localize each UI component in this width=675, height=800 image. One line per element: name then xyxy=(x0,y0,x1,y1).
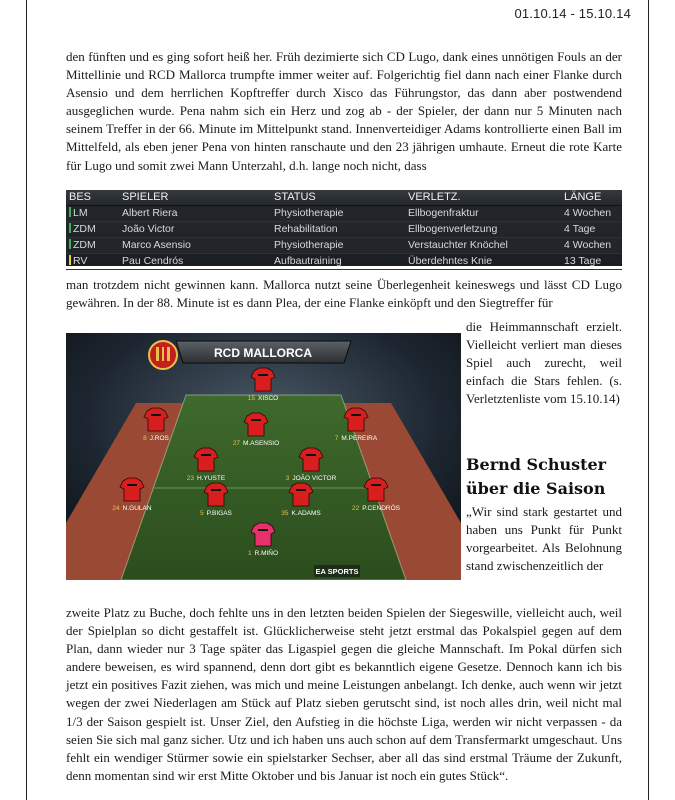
jersey-stripe xyxy=(258,529,268,531)
position-color-bar xyxy=(69,255,71,265)
player-name: XISCO xyxy=(258,395,279,402)
position-color-bar xyxy=(69,239,71,249)
header-injury: VERLETZ. xyxy=(408,191,461,203)
article-paragraph-3: zweite Platz zu Buche, doch fehlte uns in den letzten beiden Spielen der Siegeswille, vielleicht auch, weil der Spielplan so dicht gestaffelt ist. Glücklicherweise steht jetzt erstmal das Pokalspiel gegen auf dem Plan, dann wieder nur 3 Tage später das Ligaspiel gegen die gleiche Mannschaft. Im Pokal dürfen sich andere beweisen, es wird spannend, denn dort gibt es bekanntlich eigene Gesetze. Dennoch kann ich bis jetzt ein positives Fazit ziehen, was mich und meine Leistungen anbelangt. Ich denke, auch wenn wir jetzt wegen der zwei Niederlagen am Stück auf Platz sieben gerutscht sind, ist noch alles drin, weil nicht mal 1/3 der Saison gespielt ist. Unser Ziel, den Aufstieg in die höchste Liga, werden wir nicht verpassen - da seien Sie sich mal ganz sicher. Utz und ich haben uns auch schon auf dem Transfermarkt umgeschaut. Uns fehlt ein wendiger Stürmer sowie ein spielstarker Sechser, aber all das sind erstmal Träume der Zukunft, denn momentan sind wir erst Mitte Oktober und bis Januar ist noch ein gutes Stück“. xyxy=(66,605,622,783)
injury-table-header xyxy=(66,190,622,206)
injury-cell-duration: 4 Tage xyxy=(564,223,596,235)
section-heading: Bernd Schuster über die Saison xyxy=(466,455,607,498)
player-label xyxy=(286,473,337,482)
player-number: 27 xyxy=(232,440,241,447)
injury-cell-pos xyxy=(69,254,87,269)
player-name: K.ADAMS xyxy=(291,510,321,517)
injury-cell-duration: 4 Wochen xyxy=(564,207,612,219)
jersey-stripe xyxy=(211,489,221,491)
injury-row xyxy=(66,254,622,270)
player-name: J.ROS xyxy=(149,435,169,442)
injury-cell-injury: Verstauchter Knöchel xyxy=(408,239,508,251)
jersey-stripe xyxy=(371,484,381,486)
player-number: 8 xyxy=(143,435,147,442)
jersey-icon xyxy=(364,478,388,501)
article-paragraph-2: man trotzdem nicht gewinnen kann. Mallorca nutzt seine Überlegenheit keineswegs und lässt CD Lugo gewähren. In der 88. Minute ist es dann Plea, der eine Flanke einköpft und den Siegtreffer für xyxy=(66,277,622,311)
jersey-icon xyxy=(299,448,323,471)
jersey-icon xyxy=(244,413,268,436)
jersey-icon xyxy=(194,448,218,471)
injury-table xyxy=(66,190,622,266)
injury-cell-injury: Ellbogenfraktur xyxy=(408,207,479,219)
jersey-stripe xyxy=(127,484,137,486)
jersey-icon xyxy=(144,408,168,431)
quote-start: „Wir sind stark gestartet und haben uns Punkt für Punkt vorgearbeitet. Als Belohnung stand zwischenzeitlich der xyxy=(466,504,622,574)
player-label xyxy=(335,435,378,442)
injury-cell-pos xyxy=(69,222,96,237)
injury-pos-text: LM xyxy=(73,207,88,219)
player-name: P.BIGAS xyxy=(206,510,232,517)
right-margin-line xyxy=(648,0,649,800)
jersey-icon xyxy=(120,478,144,501)
left-margin-line xyxy=(26,0,27,800)
injury-cell-duration: 13 Tage xyxy=(564,255,602,267)
player-number: 24 xyxy=(112,505,120,512)
player-number: 7 xyxy=(334,435,339,442)
jersey-stripe xyxy=(201,454,211,456)
player-name: M.PEREIRA xyxy=(341,435,378,442)
player-number: 15 xyxy=(247,395,255,402)
lineup-pitch xyxy=(66,333,461,580)
header-status: STATUS xyxy=(274,191,316,203)
injury-cell-name: Albert Riera xyxy=(122,207,178,219)
player-label xyxy=(112,505,151,512)
player-label xyxy=(233,440,279,447)
injury-row xyxy=(66,238,622,254)
jersey-icon xyxy=(344,408,368,431)
date-range: 01.10.14 - 15.10.14 xyxy=(514,6,631,21)
injury-rows xyxy=(66,206,622,270)
injury-cell-name: Pau Cendrós xyxy=(122,255,184,267)
injury-cell-name: João Victor xyxy=(122,223,175,235)
jersey-icon xyxy=(289,483,313,506)
player-name: H.YUSTE xyxy=(197,475,226,482)
player-number: 23 xyxy=(186,475,195,482)
injury-cell-status: Physiotherapie xyxy=(274,207,344,219)
jersey-stripe xyxy=(296,489,306,491)
player-name: R.MIÑO xyxy=(254,550,279,557)
injury-row xyxy=(66,206,622,222)
injury-cell-pos xyxy=(69,238,96,253)
jersey-stripe xyxy=(251,419,261,421)
team-name: RCD MALLORCA xyxy=(214,346,312,360)
club-crest-icon xyxy=(149,341,177,369)
ea-sports-logo xyxy=(314,565,360,577)
player-number: 22 xyxy=(351,505,360,512)
header-name: SPIELER xyxy=(122,191,169,203)
article-side-text: die Heimmannschaft erzielt. Vielleicht verliert man dieses Spiel auch zurecht, weil einfach die Stars fehlen. (s. Verletztenliste vom 15.10.14) xyxy=(466,319,622,407)
player-label xyxy=(248,395,278,402)
jersey-stripe xyxy=(151,414,161,416)
player-name: P.CENDRÓS xyxy=(362,505,401,512)
injury-cell-name: Marco Asensio xyxy=(122,239,191,251)
player-number: 1 xyxy=(247,550,252,557)
injury-cell-status: Aufbautraining xyxy=(274,255,342,267)
injury-pos-text: ZDM xyxy=(73,223,96,235)
injury-cell-pos xyxy=(69,206,88,221)
player-number: 5 xyxy=(200,510,204,517)
position-color-bar xyxy=(69,207,71,217)
injury-cell-status: Rehabilitation xyxy=(274,223,338,235)
player-label xyxy=(281,510,321,517)
player-label xyxy=(187,475,226,482)
jersey-icon xyxy=(251,523,275,546)
header-duration: LÄNGE xyxy=(564,191,602,203)
injury-pos-text: RV xyxy=(73,255,88,267)
article-paragraph-1: den fünften und es ging sofort heiß her. Früh dezimierte sich CD Lugo, dank eines unnötigen Fouls an der Mittellinie und RCD Mallorca trumpfte immer weiter auf. Folgerichtig fiel dann nach einer Flanke durch Asensio und dem herrlichen Kopftreffer durch Xisco das Führungstor, das dann aber postwendend ausgeglichen wurde. Pena nahm sich ein Herz und zog ab - der Spieler, der dann nur 5 Minuten nach seinem Treffer in der 66. Minute im Mittelpunkt stand. Innenverteidiger Adams kontrollierte einen Ball im Mittelfeld, als eben jener Pena von hinten ranschaute und den 23 jährigen umhaute. Erneut die rote Karte für Lugo und somit zwei Mann Unterzahl, d.h. lange noch nicht, dass xyxy=(66,49,622,173)
injury-pos-text: ZDM xyxy=(73,239,96,251)
svg-text:EA SPORTS: EA SPORTS xyxy=(315,567,359,576)
player-name: N.GULAN xyxy=(122,505,152,512)
player-number: 3 xyxy=(285,475,290,482)
jersey-stripe xyxy=(306,454,316,456)
player-name: JOÃO VICTOR xyxy=(292,475,337,482)
player-number: 35 xyxy=(281,510,289,517)
injury-row xyxy=(66,222,622,238)
injury-cell-injury: Überdehntes Knie xyxy=(408,255,493,267)
jersey-stripe xyxy=(258,374,268,376)
injury-cell-injury: Ellbogenverletzung xyxy=(408,223,498,235)
header-pos: BES xyxy=(69,191,92,203)
injury-cell-status: Physiotherapie xyxy=(274,239,344,251)
jersey-icon xyxy=(251,368,275,391)
jersey-stripe xyxy=(351,414,361,416)
position-color-bar xyxy=(69,223,71,233)
lineup-graphic xyxy=(66,333,461,580)
jersey-icon xyxy=(204,483,228,506)
injury-cell-duration: 4 Wochen xyxy=(564,239,612,251)
player-name: M.ASENSIO xyxy=(243,440,280,447)
